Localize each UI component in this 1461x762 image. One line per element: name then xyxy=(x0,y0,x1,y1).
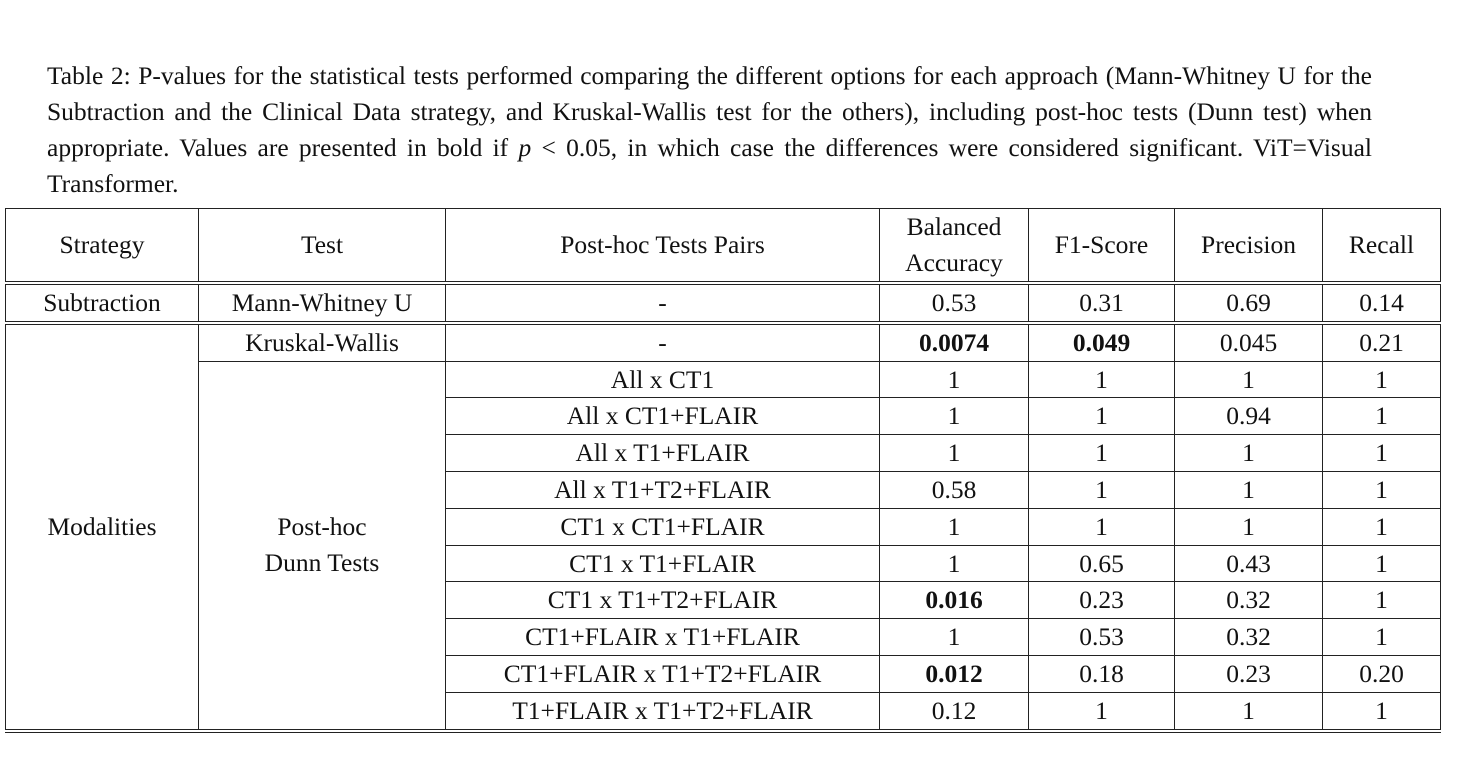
caption-text-2: < 0.05, in which case the differences were considered significant. ViT=Visual Transformer. xyxy=(47,132,1372,198)
cell-f1: 1 xyxy=(1029,398,1175,435)
cell-balanced-accuracy: 1 xyxy=(880,398,1029,435)
header-row xyxy=(6,209,1441,284)
cell-precision: 0.23 xyxy=(1175,655,1323,692)
posthoc-label-line2: Dunn Tests xyxy=(264,548,380,578)
cell-recall: 1 xyxy=(1323,361,1441,398)
cell-pair: All x CT1+FLAIR xyxy=(446,398,880,435)
cell-precision: 0.94 xyxy=(1175,398,1323,435)
cell-precision: 1 xyxy=(1175,508,1323,545)
cell-f1: 1 xyxy=(1029,508,1175,545)
cell-precision: 0.32 xyxy=(1175,582,1323,619)
cell-pair: T1+FLAIR x T1+T2+FLAIR xyxy=(446,692,880,730)
cell-recall: 1 xyxy=(1323,435,1441,472)
header-ba-line2: Accuracy xyxy=(905,248,1003,277)
cell-recall: 0.21 xyxy=(1323,323,1441,361)
cell-test: Mann-Whitney U xyxy=(199,283,446,323)
cell-precision: 1 xyxy=(1175,361,1323,398)
cell-precision: 1 xyxy=(1175,471,1323,508)
cell-precision: 0.69 xyxy=(1175,283,1323,323)
cell-balanced-accuracy: 0.0074 xyxy=(880,323,1029,361)
cell-pair: All x CT1 xyxy=(446,361,880,398)
cell-strategy-modalities: Modalities xyxy=(6,323,199,731)
table-row-posthoc xyxy=(6,361,1441,398)
cell-recall: 1 xyxy=(1323,508,1441,545)
cell-pair: CT1+FLAIR x T1+FLAIR xyxy=(446,619,880,656)
cell-pair: All x T1+T2+FLAIR xyxy=(446,471,880,508)
cell-pair: - xyxy=(446,283,880,323)
p-values-table xyxy=(5,208,1441,733)
header-strategy: Strategy xyxy=(6,209,199,284)
cell-recall: 0.20 xyxy=(1323,655,1441,692)
cell-pair: CT1+FLAIR x T1+T2+FLAIR xyxy=(446,655,880,692)
cell-f1: 1 xyxy=(1029,435,1175,472)
header-test: Test xyxy=(199,209,446,284)
cell-test: Kruskal-Wallis xyxy=(199,323,446,361)
cell-recall: 1 xyxy=(1323,619,1441,656)
cell-f1: 0.53 xyxy=(1029,619,1175,656)
header-precision: Precision xyxy=(1175,209,1323,284)
cell-precision: 0.43 xyxy=(1175,545,1323,582)
cell-recall: 1 xyxy=(1323,398,1441,435)
posthoc-label-line1: Post-hoc xyxy=(277,512,367,542)
cell-recall: 1 xyxy=(1323,582,1441,619)
caption-math-p: p xyxy=(518,132,532,162)
cell-balanced-accuracy: 0.012 xyxy=(880,655,1029,692)
cell-balanced-accuracy: 1 xyxy=(880,545,1029,582)
caption-text-1: Table 2: P-values for the statistical tests performed comparing the different options for each approach (Mann-Whitney U for the Subtraction and the Clinical Data strategy, and Kruskal-Wallis test for the others), including post-hoc tests (Dunn test) when appropriate. Values are presented in bold if xyxy=(47,60,1372,162)
cell-f1: 0.18 xyxy=(1029,655,1175,692)
table-caption xyxy=(47,58,1372,202)
header-recall: Recall xyxy=(1323,209,1441,284)
cell-pair: All x T1+FLAIR xyxy=(446,435,880,472)
table-row-subtraction xyxy=(6,283,1441,323)
cell-f1: 0.31 xyxy=(1029,283,1175,323)
header-ba-line1: Balanced xyxy=(906,212,1002,241)
cell-f1: 1 xyxy=(1029,692,1175,730)
cell-f1: 1 xyxy=(1029,471,1175,508)
results-table-container xyxy=(5,208,1440,733)
cell-f1: 1 xyxy=(1029,361,1175,398)
cell-strategy-subtraction: Subtraction xyxy=(6,283,199,323)
header-pairs: Post-hoc Tests Pairs xyxy=(446,209,880,284)
cell-pair: CT1 x T1+T2+FLAIR xyxy=(446,582,880,619)
header-f1: F1-Score xyxy=(1029,209,1175,284)
cell-f1: 0.23 xyxy=(1029,582,1175,619)
table-row-kruskal xyxy=(6,323,1441,361)
cell-pair: CT1 x T1+FLAIR xyxy=(446,545,880,582)
header-balanced-accuracy xyxy=(880,209,1029,284)
cell-balanced-accuracy: 1 xyxy=(880,361,1029,398)
cell-recall: 1 xyxy=(1323,545,1441,582)
cell-pair: - xyxy=(446,323,880,361)
cell-balanced-accuracy: 0.016 xyxy=(880,582,1029,619)
cell-precision: 1 xyxy=(1175,435,1323,472)
cell-recall: 1 xyxy=(1323,471,1441,508)
cell-recall: 1 xyxy=(1323,692,1441,730)
cell-recall: 0.14 xyxy=(1323,283,1441,323)
cell-balanced-accuracy: 0.58 xyxy=(880,471,1029,508)
cell-test-posthoc-dunn xyxy=(199,361,446,730)
cell-balanced-accuracy: 1 xyxy=(880,435,1029,472)
cell-balanced-accuracy: 1 xyxy=(880,619,1029,656)
cell-f1: 0.049 xyxy=(1029,323,1175,361)
cell-balanced-accuracy: 0.53 xyxy=(880,283,1029,323)
cell-precision: 0.32 xyxy=(1175,619,1323,656)
cell-balanced-accuracy: 1 xyxy=(880,508,1029,545)
cell-precision: 1 xyxy=(1175,692,1323,730)
cell-balanced-accuracy: 0.12 xyxy=(880,692,1029,730)
cell-precision: 0.045 xyxy=(1175,323,1323,361)
cell-pair: CT1 x CT1+FLAIR xyxy=(446,508,880,545)
cell-f1: 0.65 xyxy=(1029,545,1175,582)
